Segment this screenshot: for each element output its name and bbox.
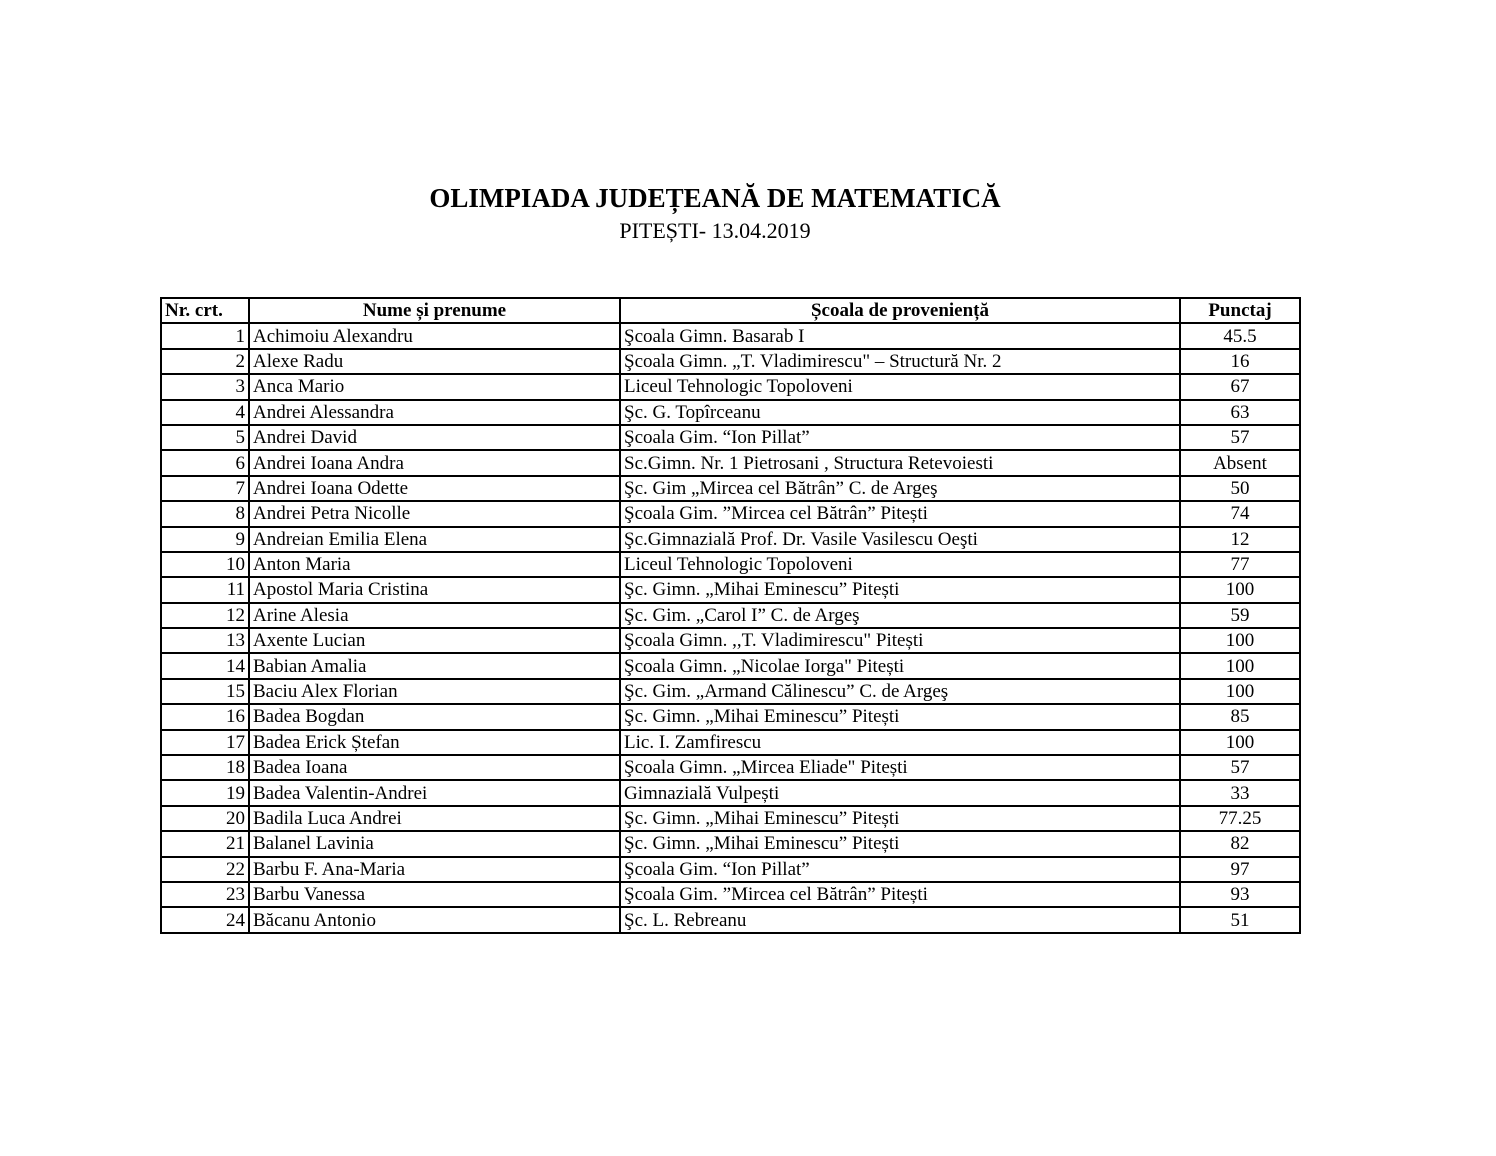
school-name: Şcoala Gimn. „Mircea Eliade" Pitești: [620, 755, 1180, 780]
score-value: 74: [1180, 501, 1300, 526]
score-value: 57: [1180, 425, 1300, 450]
table-row: [161, 704, 1300, 729]
row-number: 1: [161, 323, 249, 348]
row-number: 4: [161, 400, 249, 425]
row-number: 6: [161, 450, 249, 475]
score-value: 85: [1180, 704, 1300, 729]
score-value: 59: [1180, 603, 1300, 628]
document-title: OLIMPIADA JUDEȚEANĂ DE MATEMATICĂ: [429, 183, 1001, 213]
student-name: Andrei Ioana Odette: [249, 476, 620, 501]
table-row: [161, 882, 1300, 907]
school-name: Şc. Gimn. „Mihai Eminescu” Pitești: [620, 831, 1180, 856]
school-name: Lic. I. Zamfirescu: [620, 730, 1180, 755]
score-value: 12: [1180, 527, 1300, 552]
header-row: [161, 298, 1300, 323]
school-name: Şcoala Gimn. „Nicolae Iorga" Pitești: [620, 653, 1180, 678]
table-row: [161, 907, 1300, 932]
school-name: Şc.Gimnazială Prof. Dr. Vasile Vasilescu Oeşti: [620, 527, 1180, 552]
school-name: Şcoala Gimn. ,,T. Vladimirescu" Pitești: [620, 628, 1180, 653]
school-name: Şcoala Gimn. „T. Vladimirescu" – Structură Nr. 2: [620, 349, 1180, 374]
row-number: 22: [161, 857, 249, 882]
school-name: Şc. Gimn. „Mihai Eminescu” Pitești: [620, 806, 1180, 831]
score-value: 67: [1180, 374, 1300, 399]
student-name: Barbu F. Ana-Maria: [249, 857, 620, 882]
student-name: Barbu Vanessa: [249, 882, 620, 907]
student-name: Babian Amalia: [249, 653, 620, 678]
table-row: [161, 374, 1300, 399]
table-row: [161, 679, 1300, 704]
table-row: [161, 755, 1300, 780]
score-value: 82: [1180, 831, 1300, 856]
student-name: Andrei David: [249, 425, 620, 450]
student-name: Badea Valentin-Andrei: [249, 780, 620, 805]
header-name: Nume și prenume: [249, 298, 620, 323]
school-name: Şc. Gim. „Armand Călinescu” C. de Argeş: [620, 679, 1180, 704]
score-value: 57: [1180, 755, 1300, 780]
row-number: 15: [161, 679, 249, 704]
row-number: 10: [161, 552, 249, 577]
score-value: 100: [1180, 730, 1300, 755]
school-name: Gimnazială Vulpești: [620, 780, 1180, 805]
school-name: Şcoala Gim. ”Mircea cel Bătrân” Pitești: [620, 501, 1180, 526]
student-name: Andreian Emilia Elena: [249, 527, 620, 552]
score-value: 100: [1180, 679, 1300, 704]
score-value: 100: [1180, 653, 1300, 678]
table-row: [161, 425, 1300, 450]
table-row: [161, 831, 1300, 856]
student-name: Andrei Ioana Andra: [249, 450, 620, 475]
school-name: Sc.Gimn. Nr. 1 Pietrosani , Structura Retevoiesti: [620, 450, 1180, 475]
score-value: 93: [1180, 882, 1300, 907]
school-name: Liceul Tehnologic Topoloveni: [620, 552, 1180, 577]
header-nr: Nr. crt.: [161, 298, 249, 323]
table-row: [161, 450, 1300, 475]
school-name: Liceul Tehnologic Topoloveni: [620, 374, 1180, 399]
table-row: [161, 653, 1300, 678]
score-value: 33: [1180, 780, 1300, 805]
table-body: [161, 323, 1300, 932]
row-number: 18: [161, 755, 249, 780]
row-number: 14: [161, 653, 249, 678]
row-number: 24: [161, 907, 249, 932]
document-subtitle: PITEȘTI- 13.04.2019: [619, 218, 811, 243]
table-row: [161, 552, 1300, 577]
student-name: Apostol Maria Cristina: [249, 577, 620, 602]
school-name: Şcoala Gim. “Ion Pillat”: [620, 425, 1180, 450]
score-value: 63: [1180, 400, 1300, 425]
table-row: [161, 527, 1300, 552]
student-name: Axente Lucian: [249, 628, 620, 653]
school-name: Şc. Gim. „Carol I” C. de Argeş: [620, 603, 1180, 628]
row-number: 9: [161, 527, 249, 552]
row-number: 7: [161, 476, 249, 501]
student-name: Badea Erick Ștefan: [249, 730, 620, 755]
score-value: 51: [1180, 907, 1300, 932]
school-name: Şc. L. Rebreanu: [620, 907, 1180, 932]
score-value: Absent: [1180, 450, 1300, 475]
student-name: Badila Luca Andrei: [249, 806, 620, 831]
school-name: Şcoala Gimn. Basarab I: [620, 323, 1180, 348]
row-number: 12: [161, 603, 249, 628]
student-name: Andrei Petra Nicolle: [249, 501, 620, 526]
row-number: 21: [161, 831, 249, 856]
table-header: [161, 298, 1300, 323]
student-name: Achimoiu Alexandru: [249, 323, 620, 348]
row-number: 16: [161, 704, 249, 729]
school-name: Şc. Gimn. „Mihai Eminescu” Pitești: [620, 704, 1180, 729]
score-value: 100: [1180, 628, 1300, 653]
score-value: 97: [1180, 857, 1300, 882]
school-name: Şcoala Gim. ”Mircea cel Bătrân” Pitești: [620, 882, 1180, 907]
table-row: [161, 806, 1300, 831]
table-row: [161, 730, 1300, 755]
table-row: [161, 628, 1300, 653]
table-row: [161, 603, 1300, 628]
student-name: Arine Alesia: [249, 603, 620, 628]
row-number: 20: [161, 806, 249, 831]
student-name: Balanel Lavinia: [249, 831, 620, 856]
row-number: 19: [161, 780, 249, 805]
table-row: [161, 400, 1300, 425]
table-row: [161, 476, 1300, 501]
row-number: 3: [161, 374, 249, 399]
table-row: [161, 577, 1300, 602]
score-value: 50: [1180, 476, 1300, 501]
table-row: [161, 780, 1300, 805]
score-value: 77: [1180, 552, 1300, 577]
score-value: 45.5: [1180, 323, 1300, 348]
row-number: 2: [161, 349, 249, 374]
student-name: Baciu Alex Florian: [249, 679, 620, 704]
row-number: 23: [161, 882, 249, 907]
student-name: Andrei Alessandra: [249, 400, 620, 425]
table-row: [161, 857, 1300, 882]
table-row: [161, 323, 1300, 348]
school-name: Şc. Gim „Mircea cel Bătrân” C. de Argeş: [620, 476, 1180, 501]
student-name: Badea Bogdan: [249, 704, 620, 729]
row-number: 17: [161, 730, 249, 755]
score-value: 100: [1180, 577, 1300, 602]
row-number: 8: [161, 501, 249, 526]
table-row: [161, 349, 1300, 374]
header-score: Punctaj: [1180, 298, 1300, 323]
student-name: Anca Mario: [249, 374, 620, 399]
row-number: 13: [161, 628, 249, 653]
row-number: 5: [161, 425, 249, 450]
student-name: Alexe Radu: [249, 349, 620, 374]
student-name: Băcanu Antonio: [249, 907, 620, 932]
row-number: 11: [161, 577, 249, 602]
score-value: 77.25: [1180, 806, 1300, 831]
score-value: 16: [1180, 349, 1300, 374]
student-name: Badea Ioana: [249, 755, 620, 780]
school-name: Şc. G. Topîrceanu: [620, 400, 1180, 425]
school-name: Şc. Gimn. „Mihai Eminescu” Pitești: [620, 577, 1180, 602]
table-row: [161, 501, 1300, 526]
student-name: Anton Maria: [249, 552, 620, 577]
header-school: Școala de proveniență: [620, 298, 1180, 323]
school-name: Şcoala Gim. “Ion Pillat”: [620, 857, 1180, 882]
results-table: [160, 297, 1301, 934]
